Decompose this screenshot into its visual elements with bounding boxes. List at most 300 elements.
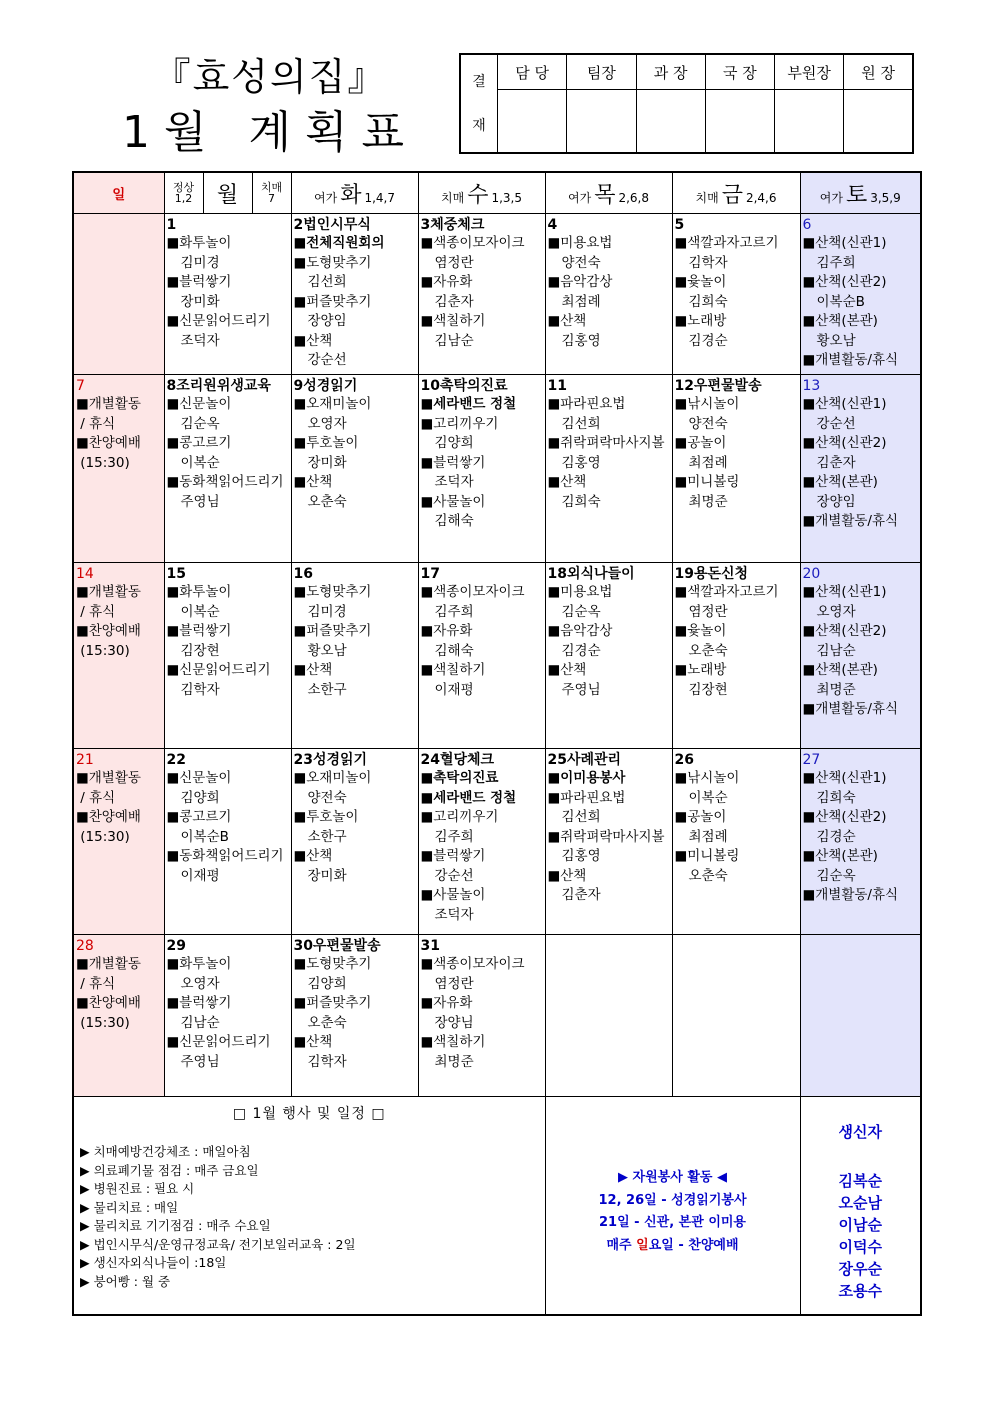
approval-sign-cell — [705, 90, 774, 154]
activity-name: ■퍼즐맞추기 — [293, 293, 372, 310]
assigned-person: 강순선 — [816, 415, 856, 432]
day-cell-thu — [545, 375, 672, 563]
day-number: 19용돈신청 — [674, 566, 749, 583]
assigned-person: 이복순 — [688, 789, 728, 806]
activity-name: ■개별활동/휴식 — [802, 513, 899, 530]
birthday-person: 장우순 — [838, 1260, 882, 1279]
day-cell-thu — [545, 749, 672, 935]
birthday-title: 생신자 — [838, 1123, 882, 1142]
day-cell-fri — [672, 214, 800, 375]
activity-name: ■미니볼링 — [674, 848, 740, 865]
day-event: 조리원위생교육 — [176, 378, 271, 395]
activity-name: ■산책(본관) — [802, 848, 878, 865]
assigned-person: 김학자 — [180, 681, 220, 698]
assigned-person: 이복순B — [816, 293, 865, 310]
activity-name: ■음악감상 — [547, 274, 613, 291]
activity-name: ■퍼즐맞추기 — [293, 623, 372, 640]
approval-header: 국 장 — [705, 54, 774, 90]
day-event: 성경읽기 — [303, 378, 358, 395]
sunday-activity: (15:30) — [76, 828, 130, 845]
assigned-person: 오춘숙 — [688, 642, 728, 659]
assigned-person: 최명준 — [688, 493, 728, 510]
activity-name: ■쥐락펴락마사지볼 — [547, 828, 665, 845]
header-friday: 치매 금 2,4,6 — [672, 172, 800, 214]
day-cell-sun — [73, 375, 164, 563]
activity-name: ■오재미놀이 — [293, 770, 372, 787]
day-number: 7 — [76, 378, 85, 395]
day-cell-wed — [418, 563, 545, 749]
assigned-person: 김순옥 — [180, 415, 220, 432]
sunday-activity: (15:30) — [76, 454, 130, 471]
day-event: 성경읽기 — [312, 752, 368, 769]
birthday-person: 오순남 — [838, 1194, 882, 1213]
event-item: ▶ 물리치료 기기점검 : 매주 수요일 — [80, 1218, 271, 1234]
approval-sign-cell — [636, 90, 705, 154]
header-tuesday: 여가 화 1,4,7 — [291, 172, 418, 214]
volunteer-line: 12, 26일 - 성경읽기봉사 — [598, 1192, 747, 1208]
event-item: ▶ 생신자외식나들이 :18일 — [80, 1255, 227, 1271]
activity-name: ■파라핀요법 — [547, 396, 626, 413]
activity-name: ■산책(신관2) — [802, 274, 887, 291]
activity-name: ■산책 — [293, 848, 333, 865]
activity-name: ■자유화 — [420, 274, 473, 291]
day-event: 우편물발송 — [693, 378, 762, 395]
birthday-person: 이남순 — [838, 1216, 882, 1235]
day-cell-mon — [164, 935, 291, 1097]
assigned-person: 장미화 — [180, 293, 220, 310]
day-cell-sun — [73, 749, 164, 935]
day-cell-thu — [545, 563, 672, 749]
assigned-person: 김선희 — [561, 415, 601, 432]
activity-name: ■색종이모자이크 — [420, 956, 525, 973]
activity-name: ■산책 — [547, 867, 587, 884]
assigned-person: 오영자 — [816, 603, 856, 620]
activity-name: ■산책(신관1) — [802, 235, 887, 252]
activity-name: ■산책(신관1) — [802, 584, 887, 601]
sunday-activity: ■찬양예배 — [76, 995, 141, 1012]
day-number: 20 — [802, 566, 821, 583]
day-cell-fri — [672, 375, 800, 563]
day-event: 우편물발송 — [312, 938, 381, 955]
activity-name: ■산책(신관1) — [802, 396, 887, 413]
day-number: 2법인시무식 — [293, 217, 371, 234]
assigned-person: 이재평 — [434, 681, 474, 698]
sunday-activity: ■찬양예배 — [76, 623, 141, 640]
assigned-person: 김장현 — [180, 642, 220, 659]
day-number: 30우편물발송 — [293, 938, 381, 955]
calendar-table — [72, 171, 922, 1316]
event-item: ▶ 붕어빵 : 월 중 — [80, 1273, 171, 1289]
assigned-person: 최점례 — [688, 828, 728, 845]
activity-name: ■투호놀이 — [293, 435, 359, 452]
assigned-person: 김양희 — [307, 975, 347, 992]
sunday-activity: ■개별활동 — [76, 956, 141, 973]
day-cell-sat — [800, 563, 921, 749]
activity-name: ■산책 — [293, 474, 333, 491]
activity-name: ■퍼즐맞추기 — [293, 995, 372, 1012]
day-number: 12우편물발송 — [674, 378, 762, 395]
assigned-person: 최명준 — [816, 681, 856, 698]
activity-name: ■산책(본관) — [802, 474, 878, 491]
activity-name: ■신문읽어드리기 — [166, 1034, 271, 1051]
assigned-person: 김남순 — [180, 1014, 220, 1031]
assigned-person: 김미경 — [307, 603, 347, 620]
day-event: 용돈신청 — [693, 566, 749, 583]
assigned-person: 김춘자 — [561, 887, 601, 904]
sunday-activity: (15:30) — [76, 1014, 130, 1031]
activity-name: ■도형맞추기 — [293, 584, 372, 601]
activity-name: ■윷놀이 — [674, 623, 727, 640]
sunday-activity: / 휴식 — [76, 603, 116, 620]
approval-sign-cell — [567, 90, 636, 154]
approval-sign-cell — [775, 90, 844, 154]
day-number: 16 — [293, 566, 313, 583]
day-cell-wed — [418, 375, 545, 563]
activity-name: ■색칠하기 — [420, 313, 486, 330]
day-number: 24혈당체크 — [420, 752, 495, 769]
event-item: ▶ 물리치료 : 매일 — [80, 1199, 179, 1215]
activity-name: ■공놀이 — [674, 435, 727, 452]
assigned-person: 김선희 — [561, 809, 601, 826]
assigned-person: 양전숙 — [561, 254, 601, 271]
volunteer-box — [545, 1097, 800, 1315]
event-item: ▶ 치매예방건강체조 : 매일아침 — [80, 1144, 251, 1160]
assigned-person: 오춘숙 — [688, 867, 728, 884]
day-cell-tue — [291, 935, 418, 1097]
birthday-person: 이덕수 — [838, 1238, 882, 1257]
approval-sign-cell — [844, 90, 913, 154]
day-cell-tue — [291, 749, 418, 935]
sunday-activity: ■개별활동 — [76, 396, 141, 413]
activity-name: ■쥐락펴락마사지볼 — [547, 435, 665, 452]
assigned-person: 조덕자 — [434, 474, 474, 491]
activity-name: ■투호놀이 — [293, 809, 359, 826]
day-cell-sun — [73, 563, 164, 749]
activity-name: ■낚시놀이 — [674, 396, 740, 413]
assigned-person: 김학자 — [688, 254, 728, 271]
assigned-person: 김장현 — [688, 681, 728, 698]
assigned-person: 강순선 — [307, 352, 347, 369]
day-cell-sat — [800, 749, 921, 935]
assigned-person: 염정란 — [434, 975, 474, 992]
day-cell-tue — [291, 563, 418, 749]
activity-name: ■산책(신관2) — [802, 809, 887, 826]
activity-name: ■노래방 — [674, 313, 727, 330]
header-sunday: 일 — [73, 172, 164, 214]
activity-name: ■산책(본관) — [802, 313, 878, 330]
header-thursday: 여가 목 2,6,8 — [545, 172, 672, 214]
sunday-activity: ■개별활동 — [76, 584, 141, 601]
activity-name: ■신문놀이 — [166, 770, 232, 787]
activity-name: ■산책(신관2) — [802, 435, 887, 452]
assigned-person: 조덕자 — [180, 332, 220, 349]
assigned-person: 김남순 — [816, 642, 856, 659]
day-event: 법인시무식 — [303, 217, 371, 234]
assigned-person: 김홍영 — [561, 332, 601, 349]
assigned-person: 김춘자 — [434, 293, 474, 310]
sunday-activity: ■찬양예배 — [76, 435, 141, 452]
activity-name: ■블럭쌓기 — [166, 623, 232, 640]
activity-name: ■도형맞추기 — [293, 254, 372, 271]
day-number: 22 — [166, 752, 186, 769]
activity-name: ■블럭쌓기 — [420, 454, 486, 471]
event-item: ▶ 의료폐기물 점검 : 매주 금요일 — [80, 1162, 259, 1178]
approval-table — [459, 53, 914, 154]
assigned-person: 김남순 — [434, 332, 474, 349]
assigned-person: 황오남 — [307, 642, 347, 659]
day-cell-mon — [164, 375, 291, 563]
approval-header: 원 장 — [844, 54, 913, 90]
day-cell-thu — [545, 214, 672, 375]
day-cell-tue — [291, 375, 418, 563]
day-event: ■이미용봉사 — [547, 770, 626, 787]
assigned-person: 이복순B — [180, 828, 229, 845]
assigned-person: 최점례 — [688, 454, 728, 471]
day-number: 13 — [802, 378, 821, 395]
day-cell-wed — [418, 935, 545, 1097]
activity-name: ■산책(본관) — [802, 662, 878, 679]
header-wednesday: 치매 수 1,3,5 — [418, 172, 545, 214]
header-saturday: 여가 토 3,5,9 — [800, 172, 921, 214]
day-number: 15 — [166, 566, 186, 583]
sunday-activity: (15:30) — [76, 642, 130, 659]
activity-name: ■음악감상 — [547, 623, 613, 640]
assigned-person: 김경순 — [561, 642, 601, 659]
assigned-person: 오영자 — [180, 975, 220, 992]
assigned-person: 김경순 — [688, 332, 728, 349]
day-cell-wed — [418, 214, 545, 375]
activity-name: ■오재미놀이 — [293, 396, 372, 413]
volunteer-line: 21일 - 신관, 본관 이미용 — [599, 1215, 746, 1231]
day-number: 8조리원위생교육 — [166, 378, 271, 395]
activity-name: ■도형맞추기 — [293, 956, 372, 973]
activity-name: ■동화책읽어드리기 — [166, 474, 284, 491]
assigned-person: 김희숙 — [816, 789, 856, 806]
assigned-person: 오춘숙 — [307, 493, 347, 510]
activity-name: ■낚시놀이 — [674, 770, 740, 787]
assigned-person: 주영님 — [561, 681, 601, 698]
approval-header: 팀장 — [567, 54, 636, 90]
day-cell-sat — [800, 214, 921, 375]
activity-name: ■미용요법 — [547, 235, 613, 252]
day-event: 사례관리 — [566, 752, 622, 769]
activity-name: ■색칠하기 — [420, 662, 486, 679]
activity-name: ■신문읽어드리기 — [166, 662, 271, 679]
day-cell-sat — [800, 375, 921, 563]
activity-name: ■색깔과자고르기 — [674, 235, 779, 252]
day-cell-mon — [164, 563, 291, 749]
assigned-person: 김주희 — [816, 254, 856, 271]
day-cell-mon — [164, 214, 291, 375]
activity-name: ■신문놀이 — [166, 396, 232, 413]
day-cell-sun — [73, 214, 164, 375]
volunteer-title: ▶ 자원봉사 활동 ◀ — [618, 1170, 727, 1186]
sunday-activity: / 휴식 — [76, 975, 116, 992]
assigned-person: 이복순 — [180, 454, 220, 471]
day-event: 체중체크 — [430, 217, 485, 234]
assigned-person: 염정란 — [434, 254, 474, 271]
day-number: 1 — [166, 217, 177, 234]
day-cell-thu — [545, 935, 672, 1097]
day-event: 촉탁의진료 — [439, 378, 508, 395]
header-monday: 정상 1,2 월 치매 7 — [164, 172, 291, 214]
assigned-person: 조덕자 — [434, 906, 474, 923]
activity-name: ■화투놀이 — [166, 235, 232, 252]
activity-name: ■산책(신관2) — [802, 623, 887, 640]
assigned-person: 양전숙 — [307, 789, 347, 806]
day-number: 5 — [674, 217, 685, 234]
birthday-box — [800, 1097, 921, 1315]
birthday-person: 조용수 — [838, 1282, 882, 1301]
activity-name: ■개별활동/휴식 — [802, 352, 899, 369]
activity-name: ■사물놀이 — [420, 493, 486, 510]
page-title-line1: 『효성의집』 — [152, 55, 388, 99]
page-title-line2: 1월 계획표 — [122, 107, 418, 158]
day-number: 4 — [547, 217, 558, 234]
assigned-person: 황오남 — [816, 332, 856, 349]
day-event: 혈당체크 — [439, 752, 495, 769]
day-cell-wed — [418, 749, 545, 935]
activity-name: ■고리끼우기 — [420, 809, 499, 826]
activity-name: ■개별활동/휴식 — [802, 887, 899, 904]
assigned-person: 김미경 — [180, 254, 220, 271]
activity-name: ■사물놀이 — [420, 887, 486, 904]
assigned-person: 오영자 — [307, 415, 347, 432]
activity-name: ■산책 — [293, 662, 333, 679]
day-number: 6 — [802, 217, 812, 234]
volunteer-line: 매주 일요일 - 찬양예배 — [606, 1237, 739, 1253]
assigned-person: 김양희 — [180, 789, 220, 806]
assigned-person: 장양임 — [307, 313, 347, 330]
sunday-activity: ■찬양예배 — [76, 809, 141, 826]
activity-name: ■자유화 — [420, 623, 473, 640]
activity-name: ■색종이모자이크 — [420, 235, 525, 252]
events-title: □ 1월 행사 및 일정 □ — [232, 1106, 386, 1123]
assigned-person: 양전숙 — [688, 415, 728, 432]
day-cell-mon — [164, 749, 291, 935]
activity-name: ■공놀이 — [674, 809, 727, 826]
assigned-person: 이복순 — [180, 603, 220, 620]
assigned-person: 김춘자 — [816, 454, 856, 471]
assigned-person: 김홍영 — [561, 454, 601, 471]
activity-name: ■화투놀이 — [166, 956, 232, 973]
activity-name: ■노래방 — [674, 662, 727, 679]
assigned-person: 최점례 — [561, 293, 601, 310]
activity-name: ■블럭쌓기 — [166, 995, 232, 1012]
sunday-activity: / 휴식 — [76, 789, 116, 806]
day-number: 10촉탁의진료 — [420, 378, 508, 395]
activity-name: ■개별활동/휴식 — [802, 701, 899, 718]
assigned-person: 김순옥 — [561, 603, 601, 620]
activity-name: ■동화책읽어드리기 — [166, 848, 284, 865]
assigned-person: 김해숙 — [434, 513, 474, 530]
day-number: 23성경읽기 — [293, 752, 368, 769]
day-cell-sun — [73, 935, 164, 1097]
assigned-person: 김학자 — [307, 1053, 347, 1070]
day-cell-fri — [672, 563, 800, 749]
day-number: 17 — [420, 566, 440, 583]
assigned-person: 김주희 — [434, 828, 474, 845]
day-event: ■세라밴드 정철 — [420, 789, 517, 806]
assigned-person: 장양임 — [816, 493, 856, 510]
day-cell-fri — [672, 935, 800, 1097]
activity-name: ■화투놀이 — [166, 584, 232, 601]
day-number: 29 — [166, 938, 186, 955]
assigned-person: 김홍영 — [561, 848, 601, 865]
day-event: 외식나들이 — [566, 566, 635, 583]
activity-name: ■산책 — [293, 1034, 333, 1051]
assigned-person: 소한구 — [307, 681, 347, 698]
event-item: ▶ 병원진료 : 필요 시 — [80, 1181, 195, 1197]
activity-name: ■색칠하기 — [420, 1034, 486, 1051]
approval-sign-cell — [498, 90, 567, 154]
assigned-person: 김희숙 — [561, 493, 601, 510]
day-number: 31 — [420, 938, 440, 955]
assigned-person: 장양님 — [434, 1014, 474, 1031]
assigned-person: 소한구 — [307, 828, 347, 845]
day-event: ■세라밴드 정철 — [420, 396, 517, 413]
activity-name: ■윷놀이 — [674, 274, 727, 291]
assigned-person: 김양희 — [434, 435, 474, 452]
day-number: 27 — [802, 752, 821, 769]
assigned-person: 장미화 — [307, 454, 347, 471]
activity-name: ■산책(신관1) — [802, 770, 887, 787]
day-number: 9성경읽기 — [293, 378, 358, 395]
activity-name: ■콩고르기 — [166, 435, 232, 452]
assigned-person: 이재평 — [180, 867, 220, 884]
activity-name: ■미용요법 — [547, 584, 613, 601]
event-item: ▶ 법인시무식/운영규정교육/ 전기보일러교육 : 2일 — [80, 1236, 356, 1252]
assigned-person: 염정란 — [688, 603, 728, 620]
day-event: ■전체직원회의 — [293, 235, 385, 252]
activity-name: ■고리끼우기 — [420, 415, 499, 432]
activity-name: ■신문읽어드리기 — [166, 313, 271, 330]
day-number: 18외식나들이 — [547, 566, 635, 583]
activity-name: ■색종이모자이크 — [420, 584, 525, 601]
activity-name: ■블럭쌓기 — [420, 848, 486, 865]
day-cell-sat — [800, 935, 921, 1097]
assigned-person: 장미화 — [307, 867, 347, 884]
activity-name: ■산책 — [293, 332, 333, 349]
activity-name: ■산책 — [547, 662, 587, 679]
day-number: 25사례관리 — [547, 752, 622, 769]
assigned-person: 주영님 — [180, 493, 220, 510]
day-number: 26 — [674, 752, 694, 769]
assigned-person: 최명준 — [434, 1053, 474, 1070]
day-number: 3체중체크 — [420, 217, 485, 234]
day-cell-fri — [672, 749, 800, 935]
activity-name: ■산책 — [547, 313, 587, 330]
approval-header: 과 장 — [636, 54, 705, 90]
day-number: 14 — [76, 566, 94, 583]
assigned-person: 주영님 — [180, 1053, 220, 1070]
approval-header: 부원장 — [775, 54, 844, 90]
activity-name: ■색깔과자고르기 — [674, 584, 779, 601]
sunday-activity: / 휴식 — [76, 415, 116, 432]
approval-side-label: 결 재 — [460, 54, 498, 153]
approval-header: 담 당 — [498, 54, 567, 90]
activity-name: ■블럭쌓기 — [166, 274, 232, 291]
sunday-activity: ■개별활동 — [76, 770, 141, 787]
activity-name: ■콩고르기 — [166, 809, 232, 826]
birthday-person: 김복순 — [838, 1172, 882, 1191]
assigned-person: 김주희 — [434, 603, 474, 620]
day-number: 21 — [76, 752, 94, 769]
assigned-person: 김희숙 — [688, 293, 728, 310]
day-number: 28 — [76, 938, 94, 955]
activity-name: ■미니볼링 — [674, 474, 740, 491]
assigned-person: 김해숙 — [434, 642, 474, 659]
